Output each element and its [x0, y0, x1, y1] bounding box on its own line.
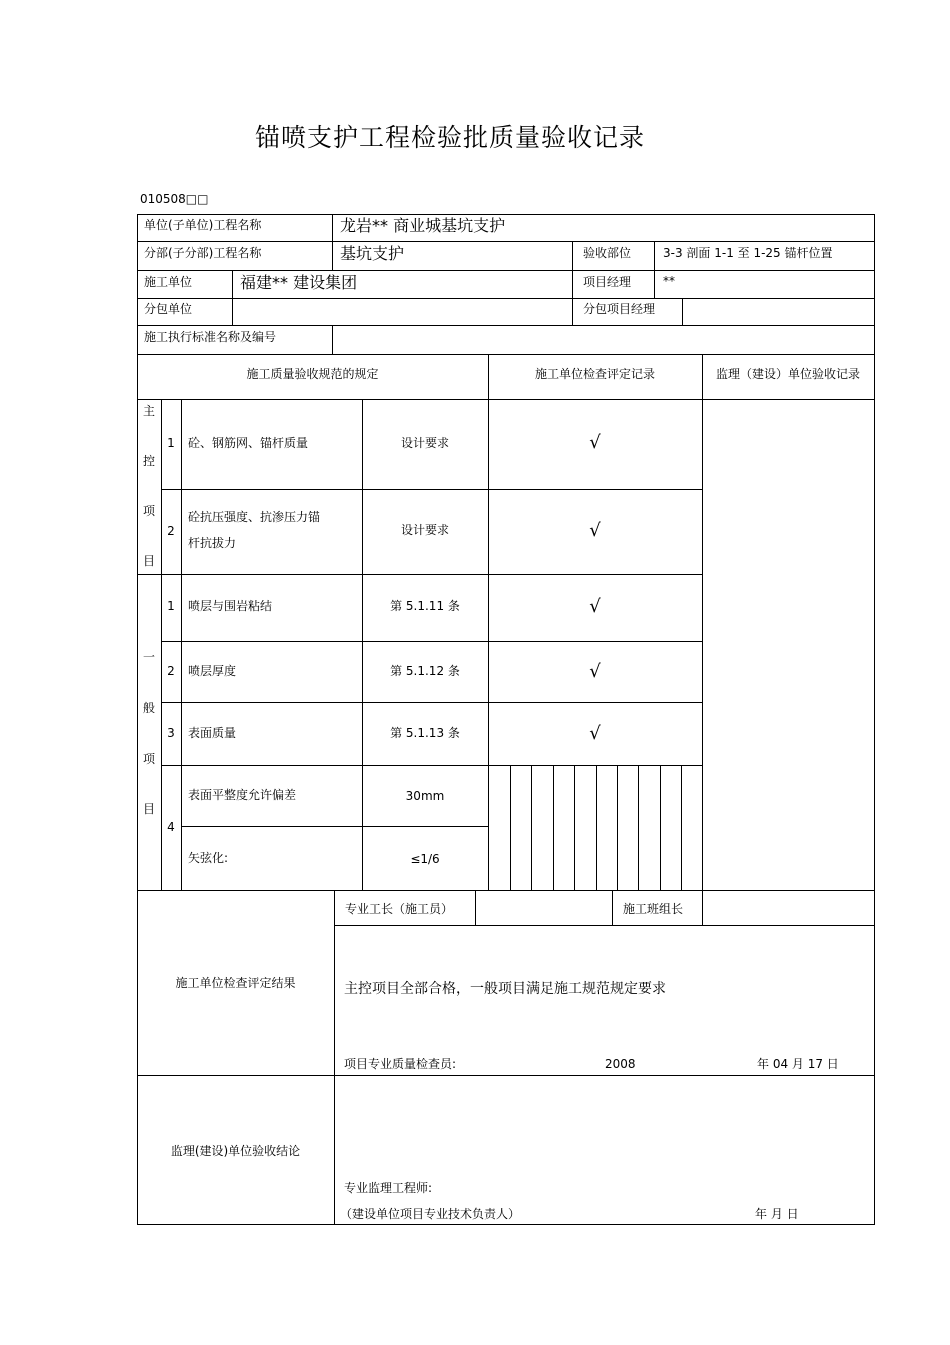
foreman-label: 专业工长（施工员）	[345, 902, 454, 916]
item-number: 1	[167, 436, 175, 450]
sub-project-label: 分部(子分部)工程名称	[144, 246, 262, 260]
supervision-result-label: 监理(建设)单位验收结论	[170, 1144, 301, 1158]
acceptance-part-label: 验收部位	[583, 246, 632, 260]
unit-project-label: 单位(子单位)工程名称	[144, 218, 262, 232]
construction-unit-label: 施工单位	[144, 275, 193, 289]
main-control-label-char: 主	[142, 404, 155, 418]
item-number: 1	[167, 599, 175, 613]
item-requirement: 第 5.1.12 条	[390, 664, 460, 678]
item-name: 喷层厚度	[188, 664, 237, 678]
item-number: 4	[167, 820, 175, 834]
construction-unit-value: 福建** 建设集团	[240, 273, 358, 292]
item-name-line1: 砼抗压强度、抗渗压力锚	[188, 510, 321, 524]
owner-tech-lead-label: （建设单位项目专业技术负责人）	[340, 1207, 521, 1221]
supervision-date: 年 月 日	[755, 1207, 799, 1221]
item-requirement: ≤1/6	[410, 852, 440, 866]
general-label-char: 一	[142, 650, 155, 664]
project-manager-value: **	[663, 274, 675, 288]
sub-project-value: 基坑支护	[340, 244, 405, 263]
item-requirement: 第 5.1.13 条	[390, 726, 460, 740]
general-label-char: 般	[142, 701, 155, 715]
inspection-year: 2008	[605, 1057, 636, 1071]
general-label-char: 项	[142, 752, 155, 766]
main-control-label-char: 控	[142, 454, 155, 468]
standard-label: 施工执行标准名称及编号	[144, 330, 277, 344]
item-requirement: 30mm	[405, 789, 445, 803]
item-requirement: 设计要求	[400, 436, 449, 450]
main-control-label-char: 目	[142, 554, 155, 568]
item-name: 表面平整度允许偏差	[188, 788, 297, 802]
item-name: 砼、钢筋网、锚杆质量	[188, 436, 309, 450]
construction-result-label: 施工单位检查评定结果	[175, 976, 296, 990]
sub-manager-label: 分包项目经理	[583, 302, 656, 316]
unit-project-value: 龙岩** 商业城基坑支护	[340, 216, 506, 235]
construction-conclusion: 主控项目全部合格，一般项目满足施工规范规定要求	[344, 981, 666, 997]
team-leader-label: 施工班组长	[623, 902, 684, 916]
check-mark: √	[589, 596, 601, 617]
inspector-label: 项目专业质量检查员:	[344, 1057, 457, 1071]
item-number: 3	[167, 726, 175, 740]
item-requirement: 第 5.1.11 条	[390, 599, 460, 613]
supervision-engineer-label: 专业监理工程师:	[344, 1181, 433, 1195]
item-name: 表面质量	[188, 726, 237, 740]
form-code: 010508□□	[140, 192, 209, 206]
check-mark: √	[589, 723, 601, 744]
acceptance-part-value: 3-3 剖面 1-1 至 1-25 锚杆位置	[663, 246, 833, 260]
subcontractor-label: 分包单位	[144, 302, 193, 316]
page-title: 锚喷支护工程检验批质量验收记录	[254, 123, 645, 152]
general-label-char: 目	[142, 802, 155, 816]
item-number: 2	[167, 664, 175, 678]
main-control-label-char: 项	[142, 504, 155, 518]
check-mark: √	[589, 661, 601, 682]
item-name-line2: 杆抗拔力	[188, 536, 237, 550]
check-mark: √	[589, 432, 601, 453]
check-record-column-header: 施工单位检查评定记录	[534, 367, 655, 381]
inspection-date: 年 04 月 17 日	[757, 1057, 839, 1071]
spec-column-header: 施工质量验收规范的规定	[246, 367, 379, 381]
item-number: 2	[167, 524, 175, 538]
check-mark: √	[589, 520, 601, 541]
item-name: 矢弦化:	[188, 851, 229, 865]
project-manager-label: 项目经理	[583, 275, 632, 289]
item-requirement: 设计要求	[400, 523, 449, 537]
item-name: 喷层与围岩粘结	[188, 599, 273, 613]
supervision-column-header: 监理（建设）单位验收记录	[715, 367, 860, 381]
